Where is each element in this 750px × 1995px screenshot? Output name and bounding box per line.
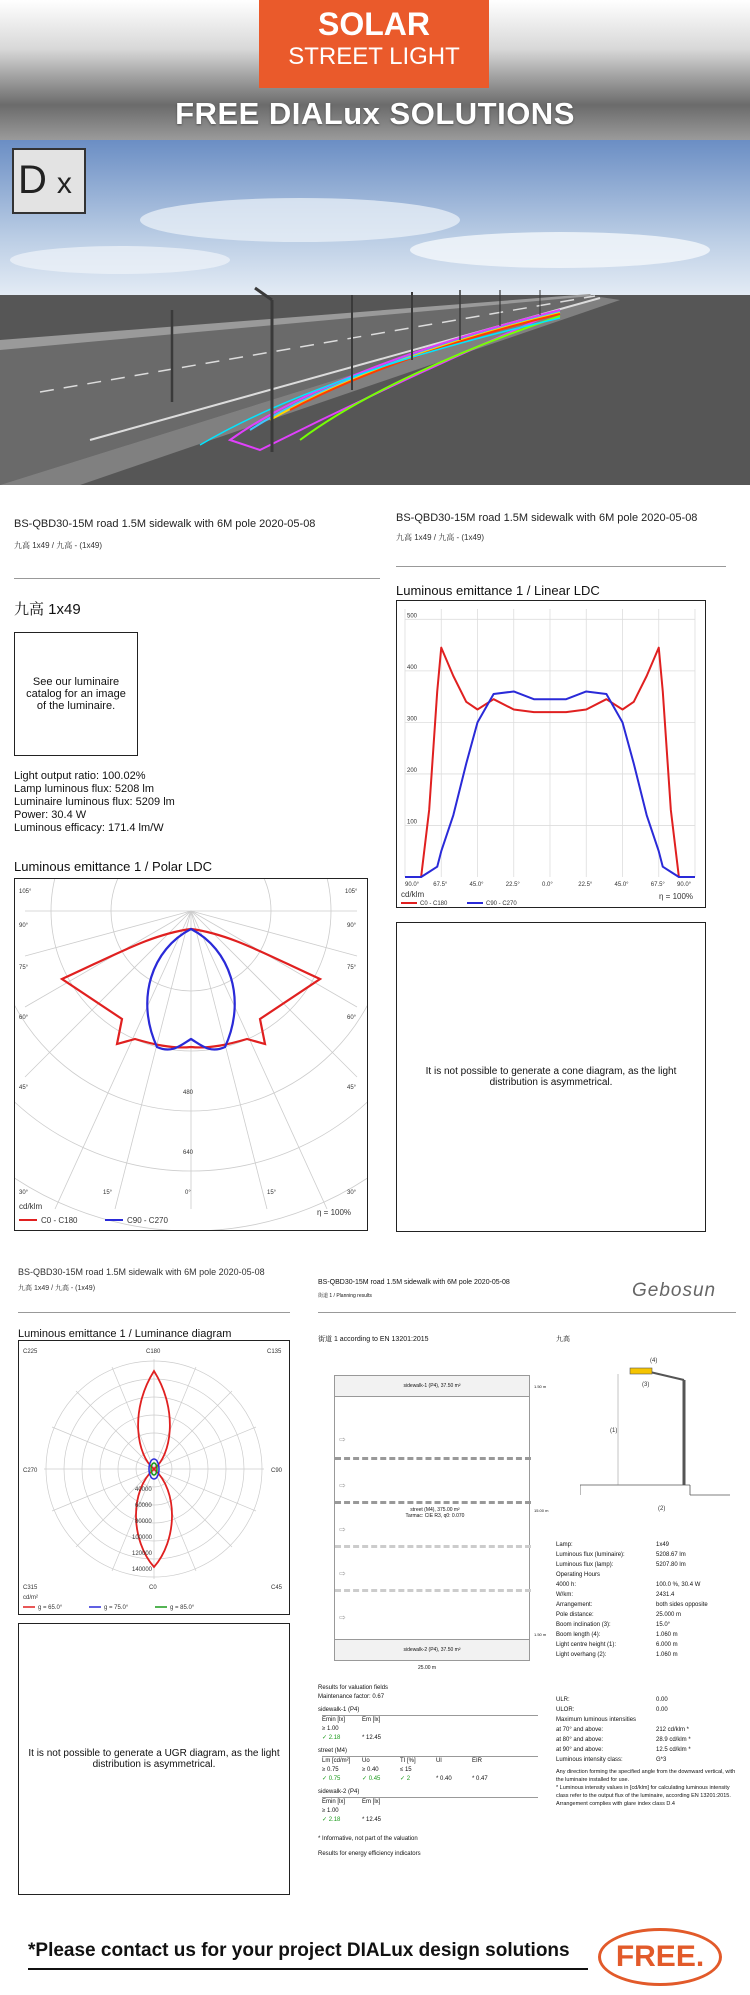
polar-angle-left-60: 60°	[19, 1015, 29, 1021]
polar-unit: cd/klm	[19, 1202, 43, 1211]
linear-unit: cd/klm	[401, 890, 425, 899]
st-req-uo: ≥ 0.40	[362, 1767, 379, 1773]
road-render-image	[0, 140, 750, 485]
linear-ldc-chart	[397, 601, 705, 907]
linear-ytick-label: 300	[407, 716, 418, 723]
st-val-eir: * 0.47	[472, 1776, 488, 1782]
page3-subtitle: 九高 1x49 / 九高 - (1x49)	[18, 1285, 96, 1292]
lum-label-c180: C180	[146, 1349, 161, 1355]
glare-value: 12.5 cd/klm *	[656, 1747, 691, 1753]
maintenance-factor: Maintenance factor: 0.67	[318, 1694, 385, 1700]
lamp-row	[556, 1620, 736, 1630]
linear-ytick-label: 500	[407, 613, 418, 620]
luminance-panel	[18, 1340, 290, 1615]
lamp-row	[556, 1590, 736, 1600]
solar-badge	[259, 0, 489, 88]
lamp-row	[556, 1540, 736, 1550]
lamp-label: Operating Hours	[556, 1572, 601, 1578]
energy-results-heading: Results for energy efficiency indicators	[318, 1851, 421, 1857]
banner-title: FREE DIALux SOLUTIONS	[175, 96, 575, 131]
polar-angle-bottom-15-right: 15°	[267, 1190, 277, 1196]
glare-row	[556, 1705, 736, 1715]
sw1-val-emin: ✓ 2.18	[322, 1735, 341, 1741]
page4-rule	[318, 1312, 736, 1313]
glare-value: 212 cd/klm *	[656, 1727, 690, 1733]
lum-value-60000: 60000	[135, 1503, 152, 1509]
st-val-ti: ✓ 2	[400, 1776, 411, 1782]
glare-label: Maximum luminous intensities	[556, 1717, 637, 1723]
plan-dim-street: 15.00 m	[534, 1508, 549, 1513]
arrow-icon: ⇨	[339, 1435, 346, 1444]
polar-angle-left-75: 75°	[19, 965, 29, 971]
lum-value-40000: 40000	[135, 1487, 152, 1493]
glare-data-table	[556, 1695, 736, 1765]
glare-label: at 70° and above:	[556, 1727, 604, 1733]
page4-subtitle: 街道 1 / Planning results	[318, 1293, 372, 1299]
lum-label-c225: C225	[23, 1349, 38, 1355]
sidewalk2-table	[322, 1797, 538, 1825]
lamp-label: W/km:	[556, 1592, 573, 1598]
page4-title: BS-QBD30-15M road 1.5M sidewalk with 6M pole 2020-05-08	[318, 1279, 510, 1286]
plan-dim-total: 25.00 m	[418, 1665, 437, 1671]
lamp-row	[556, 1650, 736, 1660]
lamp-value: 1x49	[656, 1542, 670, 1548]
lane-marking-2	[335, 1501, 531, 1504]
glare-label: at 80° and above:	[556, 1737, 604, 1743]
plan-sidewalk-2-label: sidewalk-2 (P4), 37.50 m²	[403, 1647, 461, 1653]
free-badge[interactable]: FREE.	[598, 1928, 722, 1986]
footer-underline	[28, 1968, 588, 1970]
arrow-icon: ⇨	[339, 1481, 346, 1490]
polar-ldc-panel	[14, 878, 368, 1231]
linear-ytick-label: 200	[407, 767, 418, 774]
st-req-ti: ≤ 15	[400, 1767, 412, 1773]
polar-angle-right-60: 60°	[347, 1015, 357, 1021]
page2-rule	[396, 566, 726, 567]
polar-angle-right-45: 45°	[347, 1085, 357, 1091]
sw2-req-emin: ≥ 1.00	[322, 1808, 339, 1814]
st-req-lm: ≥ 0.75	[322, 1767, 339, 1773]
pole-label-4: (4)	[650, 1358, 658, 1364]
sw1-req-em	[362, 1725, 402, 1734]
st-val-uo-text: 0.45	[368, 1776, 381, 1782]
road-plan-drawing	[334, 1375, 530, 1671]
glare-label: Luminous intensity class:	[556, 1757, 623, 1763]
linear-ytick-label: 400	[407, 664, 418, 671]
lane-marking-3	[335, 1545, 531, 1548]
polar-angle-left-90: 90°	[19, 923, 29, 929]
lane-marking-1	[335, 1457, 531, 1460]
plan-dim-side1: 1.50 m	[534, 1384, 547, 1389]
spec-power: Power: 30.4 W	[14, 809, 87, 821]
lamp-value: both sides opposite	[656, 1602, 708, 1608]
linear-ldc-panel	[396, 600, 706, 908]
lamp-value: 1.060 m	[656, 1652, 678, 1658]
linear-legend-c0: C0 - C180	[420, 901, 448, 907]
linear-title: Luminous emittance 1 / Linear LDC	[396, 583, 600, 598]
polar-ring-480: 480	[183, 1090, 194, 1096]
lamp-row	[556, 1570, 736, 1580]
lamp-value: 1.060 m	[656, 1632, 678, 1638]
badge-title: SOLAR	[318, 6, 430, 42]
polar-angle-left-105: 105°	[19, 889, 32, 895]
st-val-lm: ✓ 0.75	[322, 1776, 341, 1782]
polar-angle-right-105: 105°	[345, 889, 358, 895]
linear-xtick-label: 45.0°	[614, 882, 629, 888]
lamp-value: 100.0 %, 30.4 W	[656, 1582, 701, 1588]
st-h-eir: EIR	[472, 1758, 483, 1764]
linear-xtick-label: 90.0°	[405, 882, 420, 888]
logo-x: x	[56, 167, 72, 200]
polar-angle-left-30: 30°	[19, 1190, 29, 1196]
lamp-label: 4000 h:	[556, 1582, 577, 1588]
lamp-label: Lamp:	[556, 1542, 573, 1548]
results-title: Results for valuation fields	[318, 1685, 389, 1691]
lamp-row	[556, 1630, 736, 1640]
cone-diagram-placeholder: It is not possible to generate a cone diagram, as the light distribution is asymmetrical.	[396, 922, 706, 1232]
pole-label-2: (2)	[658, 1506, 666, 1512]
st-val-uo: ✓ 0.45	[362, 1776, 381, 1782]
page3-title: BS-QBD30-15M road 1.5M sidewalk with 6M pole 2020-05-08	[18, 1267, 265, 1277]
sw2-req-em	[362, 1807, 402, 1816]
plan-sidewalk-2	[334, 1639, 530, 1661]
st-h-lm: Lm [cd/m²]	[322, 1758, 351, 1764]
glare-row	[556, 1745, 736, 1755]
standard-title: 街道 1 according to EN 13201:2015	[318, 1336, 429, 1343]
st-h-ti: TI [%]	[400, 1758, 416, 1764]
st-h-uo: Uo	[362, 1758, 370, 1764]
glare-value: 28.9 cd/klm *	[656, 1737, 691, 1743]
lum-value-80000: 80000	[135, 1519, 152, 1525]
lamp-row	[556, 1550, 736, 1560]
sw2-val-emin-text: 2.18	[328, 1817, 341, 1823]
page1-title: BS-QBD30-15M road 1.5M sidewalk with 6M pole 2020-05-08	[14, 518, 316, 530]
glare-row	[556, 1715, 736, 1725]
plan-sidewalk-1-label: sidewalk-1 (P4), 37.50 m²	[403, 1383, 461, 1389]
spec-lamp-flux: Lamp luminous flux: 5208 lm	[14, 783, 155, 795]
polar-eta: η = 100%	[317, 1208, 352, 1217]
lamp-value: 5207.80 lm	[656, 1562, 686, 1568]
polar-legend-c0: C0 - C180	[41, 1216, 78, 1225]
sw2-val-em: * 12.45	[362, 1817, 382, 1823]
linear-xtick-label: 90.0°	[677, 882, 692, 888]
glare-value: 0.00	[656, 1707, 668, 1713]
sw2-h-emin: Emin [lx]	[322, 1799, 346, 1805]
sw1-h-emin: Emin [lx]	[322, 1717, 346, 1723]
lamp-label: Arrangement:	[556, 1602, 593, 1608]
glare-notes	[556, 1768, 736, 1808]
informative-note: * Informative, not part of the valuation	[318, 1836, 418, 1842]
lamp-label: Light overhang (2):	[556, 1652, 607, 1658]
plan-street-name: street (M4), 375.00 m²	[410, 1507, 460, 1513]
sidewalk2-heading: sidewalk-2 (P4)	[318, 1789, 360, 1795]
sidewalk1-heading: sidewalk-1 (P4)	[318, 1707, 360, 1713]
glare-row	[556, 1755, 736, 1765]
dialux-logo	[12, 148, 86, 214]
sw1-val-emin-text: 2.18	[328, 1735, 341, 1741]
glare-note-values: * Luminous intensity values in [cd/klm] for calculating luminous intensity class refer to the output flux of the luminaire, according EN 13201:2015.	[556, 1785, 731, 1799]
lum-label-c135: C135	[267, 1349, 282, 1355]
lamp-value: 6.000 m	[656, 1642, 678, 1648]
sidewalk1-table	[322, 1715, 538, 1743]
glare-note-direction: Any direction forming the specified angle from the downward vertical, with the luminaire installed for use.	[556, 1769, 736, 1783]
linear-xtick-label: 67.5°	[433, 882, 448, 888]
lum-legend-85: g = 85.0°	[170, 1605, 195, 1611]
lamp-row	[556, 1600, 736, 1610]
linear-legend-c90: C90 - C270	[486, 901, 517, 907]
arrow-icon: ⇨	[339, 1613, 346, 1622]
lum-value-100000: 100000	[132, 1535, 153, 1541]
ugr-diagram-placeholder: It is not possible to generate a UGR diagram, as the light distribution is asymmetrical.	[18, 1623, 290, 1895]
glare-row	[556, 1695, 736, 1705]
lamp-row	[556, 1580, 736, 1590]
plan-street-tarmac: Tarmac: CIE R3, q0: 0.070	[405, 1513, 465, 1519]
polar-angle-left-45: 45°	[19, 1085, 29, 1091]
lamp-data-table	[556, 1540, 736, 1660]
spec-lor: Light output ratio: 100.02%	[14, 770, 146, 782]
linear-xtick-label: 22.5°	[578, 882, 593, 888]
st-val-ti-text: 2	[406, 1776, 411, 1782]
linear-ytick-label: 100	[407, 819, 418, 826]
st-req-ul	[436, 1766, 472, 1775]
glare-value: 0.00	[656, 1697, 668, 1703]
lamp-label: Boom length (4):	[556, 1632, 601, 1638]
lum-legend-75: g = 75.0°	[104, 1605, 129, 1611]
page2-subtitle: 九高 1x49 / 九高 - (1x49)	[396, 533, 485, 542]
lamp-value: 25.000 m	[656, 1612, 682, 1618]
arrow-icon: ⇨	[339, 1525, 346, 1534]
lane-marking-4	[335, 1589, 531, 1592]
polar-angle-right-75: 75°	[347, 965, 357, 971]
lamp-value: 2431.4	[656, 1592, 675, 1598]
street-heading: street (M4)	[318, 1748, 348, 1754]
glare-value: G*3	[656, 1757, 667, 1763]
street-table	[322, 1756, 538, 1784]
lamp-row	[556, 1560, 736, 1570]
lamp-value: 5208.67 lm	[656, 1552, 686, 1558]
luminaire-specs	[14, 770, 344, 835]
sw1-h-em: Em [lx]	[362, 1717, 381, 1723]
polar-angle-bottom-0: 0°	[185, 1190, 191, 1196]
lum-legend-65: g = 65.0°	[38, 1605, 63, 1611]
lamp-label: Pole distance:	[556, 1612, 594, 1618]
lamp-label: Boom inclination (3):	[556, 1622, 611, 1628]
polar-ring-640: 640	[183, 1150, 194, 1156]
linear-xtick-label: 22.5°	[505, 882, 520, 888]
sw1-val-em: * 12.45	[362, 1735, 382, 1741]
lamp-row	[556, 1610, 736, 1620]
polar-angle-right-90: 90°	[347, 923, 357, 929]
lum-value-120000: 120000	[132, 1551, 153, 1557]
page3-rule	[18, 1312, 290, 1313]
planning-lum-name: 九高	[556, 1336, 570, 1343]
badge-subtitle: STREET LIGHT	[288, 43, 460, 70]
lum-label-c315: C315	[23, 1585, 38, 1591]
glare-row	[556, 1725, 736, 1735]
lamp-value: 15.0°	[656, 1622, 671, 1628]
glare-note-class: Arrangement complies with glare index class D.4	[556, 1801, 675, 1807]
spec-luminaire-flux: Luminaire luminous flux: 5209 lm	[14, 796, 175, 808]
glare-row	[556, 1735, 736, 1745]
gebosun-logo: Gebosun	[632, 1280, 717, 1301]
st-val-ul: * 0.40	[436, 1776, 452, 1782]
luminaire-name: 九高 1x49	[14, 601, 81, 618]
lum-label-c90: C90	[271, 1468, 283, 1474]
sw1-req-emin: ≥ 1.00	[322, 1726, 339, 1732]
plan-dim-side2: 1.50 m	[534, 1632, 547, 1637]
lum-label-c0: C0	[149, 1585, 157, 1591]
luminance-diagram	[19, 1341, 289, 1614]
linear-xtick-label: 67.5°	[650, 882, 665, 888]
lamp-label: Luminous flux (lamp):	[556, 1562, 614, 1568]
glare-label: ULOR:	[556, 1707, 575, 1713]
page2-title: BS-QBD30-15M road 1.5M sidewalk with 6M pole 2020-05-08	[396, 512, 698, 524]
linear-xtick-label: 0.0°	[542, 882, 553, 888]
spec-efficacy: Luminous efficacy: 171.4 lm/W	[14, 822, 164, 834]
linear-eta: η = 100%	[659, 892, 694, 901]
polar-angle-right-30: 30°	[347, 1190, 357, 1196]
polar-legend-c90: C90 - C270	[127, 1216, 168, 1225]
luminance-title: Luminous emittance 1 / Luminance diagram	[18, 1328, 232, 1340]
pole-label-3: (3)	[642, 1382, 650, 1388]
pole-label-1: (1)	[610, 1428, 618, 1434]
lamp-label: Luminous flux (luminaire):	[556, 1552, 625, 1558]
footer-contact-text: *Please contact us for your project DIALux design solutions	[28, 1940, 570, 1961]
logo-d: D	[18, 158, 47, 202]
lum-unit: cd/m²	[23, 1595, 38, 1601]
linear-xtick-label: 45.0°	[469, 882, 484, 888]
lamp-row	[556, 1640, 736, 1650]
plan-street-label	[375, 1507, 495, 1519]
glare-label: at 90° and above:	[556, 1747, 604, 1753]
glare-label: ULR:	[556, 1697, 570, 1703]
luminaire-image-placeholder: See our luminaire catalog for an image of the luminaire.	[14, 632, 138, 756]
valuation-results	[318, 1684, 538, 1859]
lamp-label: Light centre height (1):	[556, 1642, 617, 1648]
lum-label-c270: C270	[23, 1468, 38, 1474]
page1-subtitle: 九高 1x49 / 九高 - (1x49)	[14, 541, 103, 550]
st-h-ul: Ul	[436, 1758, 442, 1764]
lum-label-c45: C45	[271, 1585, 283, 1591]
page1-rule	[14, 578, 380, 579]
polar-ldc-diagram	[15, 879, 367, 1230]
pole-geometry-drawing	[580, 1350, 730, 1515]
st-req-eir	[472, 1766, 502, 1775]
plan-sidewalk-1	[334, 1375, 530, 1397]
st-val-lm-text: 0.75	[328, 1776, 341, 1782]
polar-angle-bottom-15-left: 15°	[103, 1190, 113, 1196]
sw2-h-em: Em [lx]	[362, 1799, 381, 1805]
sw2-val-emin: ✓ 2.18	[322, 1817, 341, 1823]
arrow-icon: ⇨	[339, 1569, 346, 1578]
lum-value-140000: 140000	[132, 1567, 153, 1573]
polar-title: Luminous emittance 1 / Polar LDC	[14, 859, 212, 874]
plan-street	[334, 1397, 530, 1639]
